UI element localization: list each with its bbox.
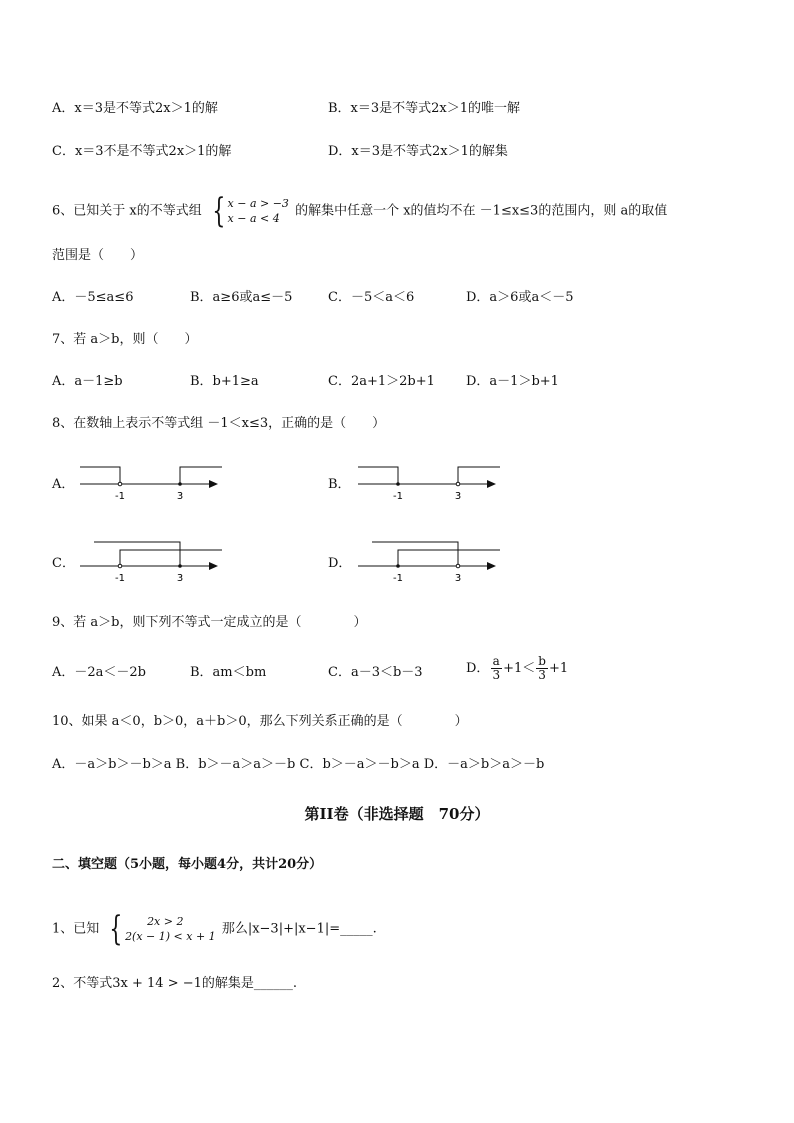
q6-system-row-2: x − a < 4	[227, 212, 280, 225]
q7-option-d: D．a－1＞b+1	[466, 374, 559, 389]
fill1-suffix: 那么|x−3|+|x−1|=_____.	[221, 921, 377, 937]
q6-option-b: B．a≥6或a≤－5	[190, 290, 293, 305]
q5-option-b: B．x＝3是不等式2x＞1的唯一解	[328, 101, 521, 116]
q9-option-d	[466, 655, 568, 682]
q8-a-tick-minus-1: -1	[115, 491, 125, 502]
q8-c-tick-minus-1: -1	[115, 573, 125, 584]
q8-option-d-label: D．	[328, 556, 352, 571]
q10-options: A．－a＞b＞－b＞a B．b＞－a＞a＞－b C．b＞－a＞－b＞a D．－a＞b＞a＞－b	[52, 757, 545, 772]
left-brace-icon: {	[109, 909, 123, 949]
q6-inequality-system	[208, 191, 289, 231]
q8-c-tick-3: 3	[176, 573, 184, 584]
q8-option-a-label: A．	[52, 477, 75, 492]
q7-option-a: A．a－1≥b	[52, 374, 123, 389]
q9-d-frac1-denominator: 3	[492, 668, 501, 682]
q8-option-c-label: C．	[52, 556, 75, 571]
q6-option-a: A．－5≤a≤6	[52, 290, 134, 305]
fill1-stem	[52, 909, 377, 949]
fill2-stem: 2、不等式3x + 14 > −1的解集是______.	[52, 976, 298, 991]
q5-option-d: D．x＝3是不等式2x＞1的解集	[328, 144, 508, 159]
q9-d-fraction-2	[536, 655, 548, 682]
q6-suffix: 的解集中任意一个 x的值均不在 －1≤x≤3的范围内，则 a的取值	[295, 203, 668, 219]
q7-option-b: B．b+1≥a	[190, 374, 259, 389]
q9-d-frac2-denominator: 3	[538, 668, 546, 682]
q9-option-a: A．－2a＜－2b	[52, 665, 147, 680]
fill1-system-row-2: 2(x − 1) < x + 1	[125, 930, 216, 943]
section-title: 第II卷（非选择题 70分）	[304, 805, 490, 823]
q10-stem: 10、如果 a＜0，b＞0，a＋b＞0，那么下列关系正确的是（ ）	[52, 714, 468, 729]
q9-option-d-prefix: D．	[466, 661, 490, 676]
q8-option-b-number-line	[354, 460, 504, 505]
q9-d-frac2-numerator: b	[538, 654, 546, 668]
q6-stem-line2: 范围是（ ）	[52, 248, 144, 263]
q6-prefix: 6、已知关于 x的不等式组	[52, 203, 202, 219]
fill1-prefix: 1、已知	[52, 921, 100, 937]
q9-stem: 9、若 a＞b，则下列不等式一定成立的是（ ）	[52, 615, 367, 630]
q7-option-c: C．2a+1＞2b+1	[328, 374, 435, 389]
q8-b-tick-3: 3	[454, 491, 462, 502]
q9-option-c: C．a－3＜b－3	[328, 665, 423, 680]
q8-b-tick-minus-1: -1	[393, 491, 403, 502]
q6-option-c: C．－5＜a＜6	[328, 290, 415, 305]
fill1-inequality-system	[105, 909, 216, 949]
q9-option-d-end: +1	[548, 661, 569, 676]
q9-d-frac1-numerator: a	[492, 654, 500, 668]
q9-option-b: B．am＜bm	[190, 665, 267, 680]
q8-option-a-number-line	[76, 460, 226, 505]
q8-d-tick-3: 3	[454, 573, 462, 584]
q8-stem: 8、在数轴上表示不等式组 －1＜x≤3，正确的是（ ）	[52, 416, 386, 431]
q6-option-d: D．a＞6或a＜－5	[466, 290, 574, 305]
q7-stem: 7、若 a＞b，则（ ）	[52, 332, 198, 347]
q6-system-row-1: x − a > −3	[227, 197, 289, 210]
q8-option-c-number-line	[76, 536, 226, 584]
q8-option-b-label: B．	[328, 477, 351, 492]
left-brace-icon: {	[212, 191, 226, 231]
q5-option-a: A．x＝3是不等式2x＞1的解	[52, 101, 218, 116]
q9-d-fraction-1	[490, 655, 502, 682]
part-heading: 二、填空题（5小题，每小题4分，共计20分）	[52, 857, 323, 872]
q8-a-tick-3: 3	[176, 491, 184, 502]
q8-option-d-number-line	[354, 536, 504, 584]
q5-option-c: C．x＝3不是不等式2x＞1的解	[52, 144, 232, 159]
q8-d-tick-minus-1: -1	[393, 573, 403, 584]
q9-option-d-mid: +1＜	[503, 661, 536, 676]
q6-stem	[52, 191, 668, 231]
fill1-system-row-1: 2x > 2	[147, 915, 184, 928]
